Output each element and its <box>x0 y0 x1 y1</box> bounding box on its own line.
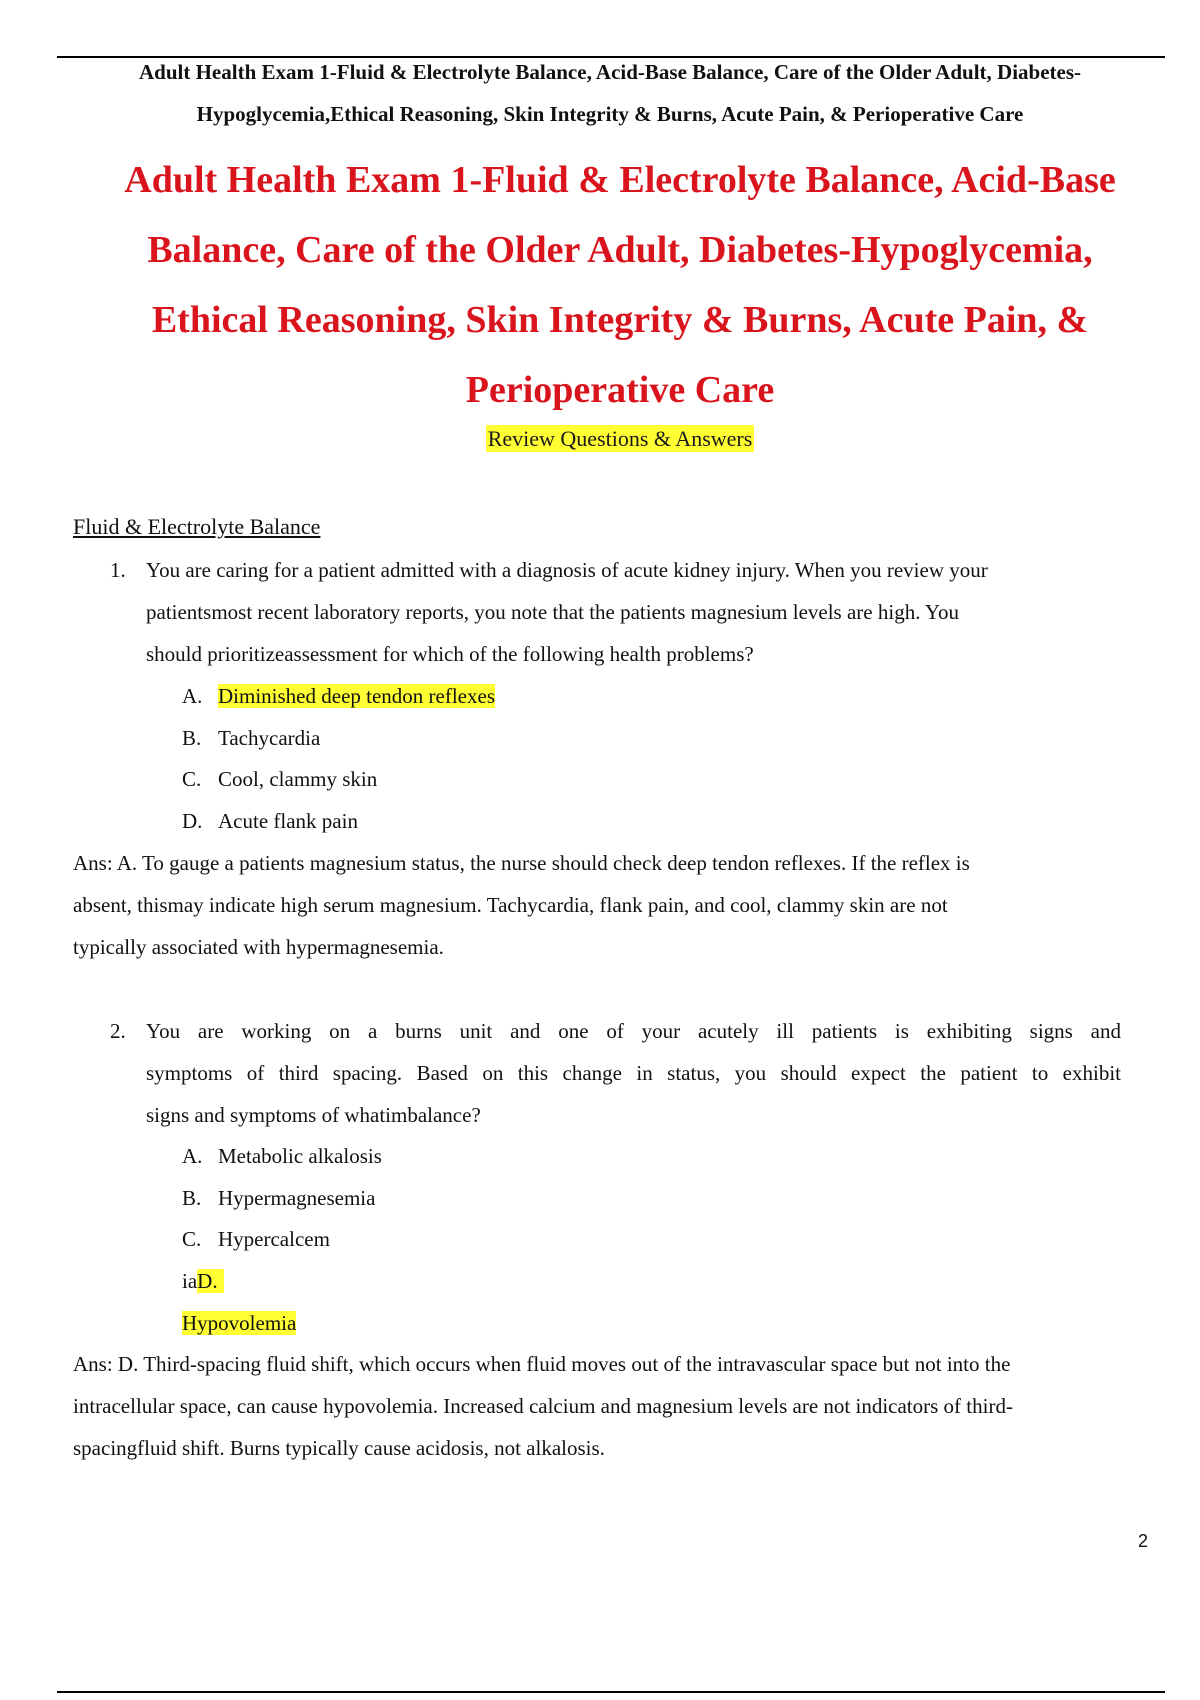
option-letter: C. <box>182 1227 202 1251</box>
title-line-1: Adult Health Exam 1-Fluid & Electrolyte Balance, Acid-Base <box>124 159 1116 201</box>
option-prefix: ia <box>182 1269 198 1293</box>
option-letter: B. <box>182 1186 202 1210</box>
question-1-option-c <box>182 758 377 800</box>
answer-1-line-3: typically associated with hypermagnesemia. <box>73 935 444 959</box>
option-text: Acute flank pain <box>218 809 358 833</box>
option-text: Metabolic alkalosis <box>218 1144 382 1168</box>
section-heading: Fluid & Electrolyte Balance <box>73 514 321 539</box>
question-1-line-3: should prioritizeassessment for which of the following health problems? <box>146 642 754 666</box>
question-2-answer <box>73 1343 1163 1469</box>
page-number: 2 <box>1138 1531 1149 1551</box>
question-1-answer <box>73 842 1163 968</box>
option-text: Hypermagnesemia <box>218 1186 376 1210</box>
option-letter: A. <box>182 684 203 708</box>
option-letter: D. <box>182 809 203 833</box>
option-letter: A. <box>182 1144 203 1168</box>
title-line-2: Balance, Care of the Older Adult, Diabetes-Hypoglycemia, <box>147 229 1093 271</box>
question-2-line-1: You are working on a burns unit and one of your acutely ill patients is exhibiting signs and <box>146 1019 1121 1043</box>
option-letter: D. <box>197 1269 223 1293</box>
answer-1-line-2: absent, thismay indicate high serum magnesium. Tachycardia, flank pain, and cool, clammy skin are not <box>73 893 948 917</box>
question-1-line-1: You are caring for a patient admitted with a diagnosis of acute kidney injury. When you review your <box>146 558 988 582</box>
option-text: Diminished deep tendon reflexes <box>218 684 495 708</box>
answer-2-line-3: spacingfluid shift. Burns typically cause acidosis, not alkalosis. <box>73 1436 605 1460</box>
document-title <box>70 145 1170 425</box>
footer-rule <box>57 1691 1165 1693</box>
option-letter: C. <box>182 767 202 791</box>
question-1-text <box>146 549 1116 675</box>
question-1-line-2: patientsmost recent laboratory reports, you note that the patients magnesium levels are high. You <box>146 600 959 624</box>
option-text: Hypovolemia <box>182 1311 297 1335</box>
question-1-number: 1. <box>110 558 126 582</box>
question-2-option-d-text-line <box>182 1302 296 1344</box>
answer-2-line-2: intracellular space, can cause hypovolemia. Increased calcium and magnesium levels are not indicators of third- <box>73 1394 1013 1418</box>
running-header-line-2: Hypoglycemia,Ethical Reasoning, Skin Integrity & Burns, Acute Pain, & Perioperative Care <box>196 102 1024 126</box>
question-2-option-a <box>182 1135 382 1177</box>
option-letter: B. <box>182 726 202 750</box>
running-header-line-1: Adult Health Exam 1-Fluid & Electrolyte Balance, Acid-Base Balance, Care of the Older Adult, Diabetes- <box>138 60 1082 84</box>
option-text: Tachycardia <box>218 726 321 750</box>
question-1-option-b <box>182 717 320 759</box>
title-line-4: Perioperative Care <box>465 369 775 411</box>
question-2-text <box>146 1010 1121 1136</box>
question-2-option-c <box>182 1218 330 1260</box>
question-2-line-3: signs and symptoms of whatimbalance? <box>146 1103 481 1127</box>
subtitle: Review Questions & Answers <box>487 426 753 451</box>
question-2-option-d-letter-line <box>182 1260 224 1302</box>
subtitle-container <box>0 426 1200 452</box>
option-text: Hypercalcem <box>218 1227 330 1251</box>
answer-1-line-1: Ans: A. To gauge a patients magnesium status, the nurse should check deep tendon reflexes. If the reflex is <box>73 851 970 875</box>
question-1-option-a <box>182 675 495 717</box>
question-2-number: 2. <box>110 1019 126 1043</box>
answer-2-line-1: Ans: D. Third-spacing fluid shift, which occurs when fluid moves out of the intravascular space but not into the <box>73 1352 1011 1376</box>
question-2-option-b <box>182 1177 375 1219</box>
question-2-line-2: symptoms of third spacing. Based on this change in status, you should expect the patient to exhibit <box>146 1061 1121 1085</box>
question-1-option-d <box>182 800 358 842</box>
option-text: Cool, clammy skin <box>218 767 378 791</box>
running-header <box>60 51 1160 135</box>
title-line-3: Ethical Reasoning, Skin Integrity & Burns, Acute Pain, & <box>151 299 1089 341</box>
